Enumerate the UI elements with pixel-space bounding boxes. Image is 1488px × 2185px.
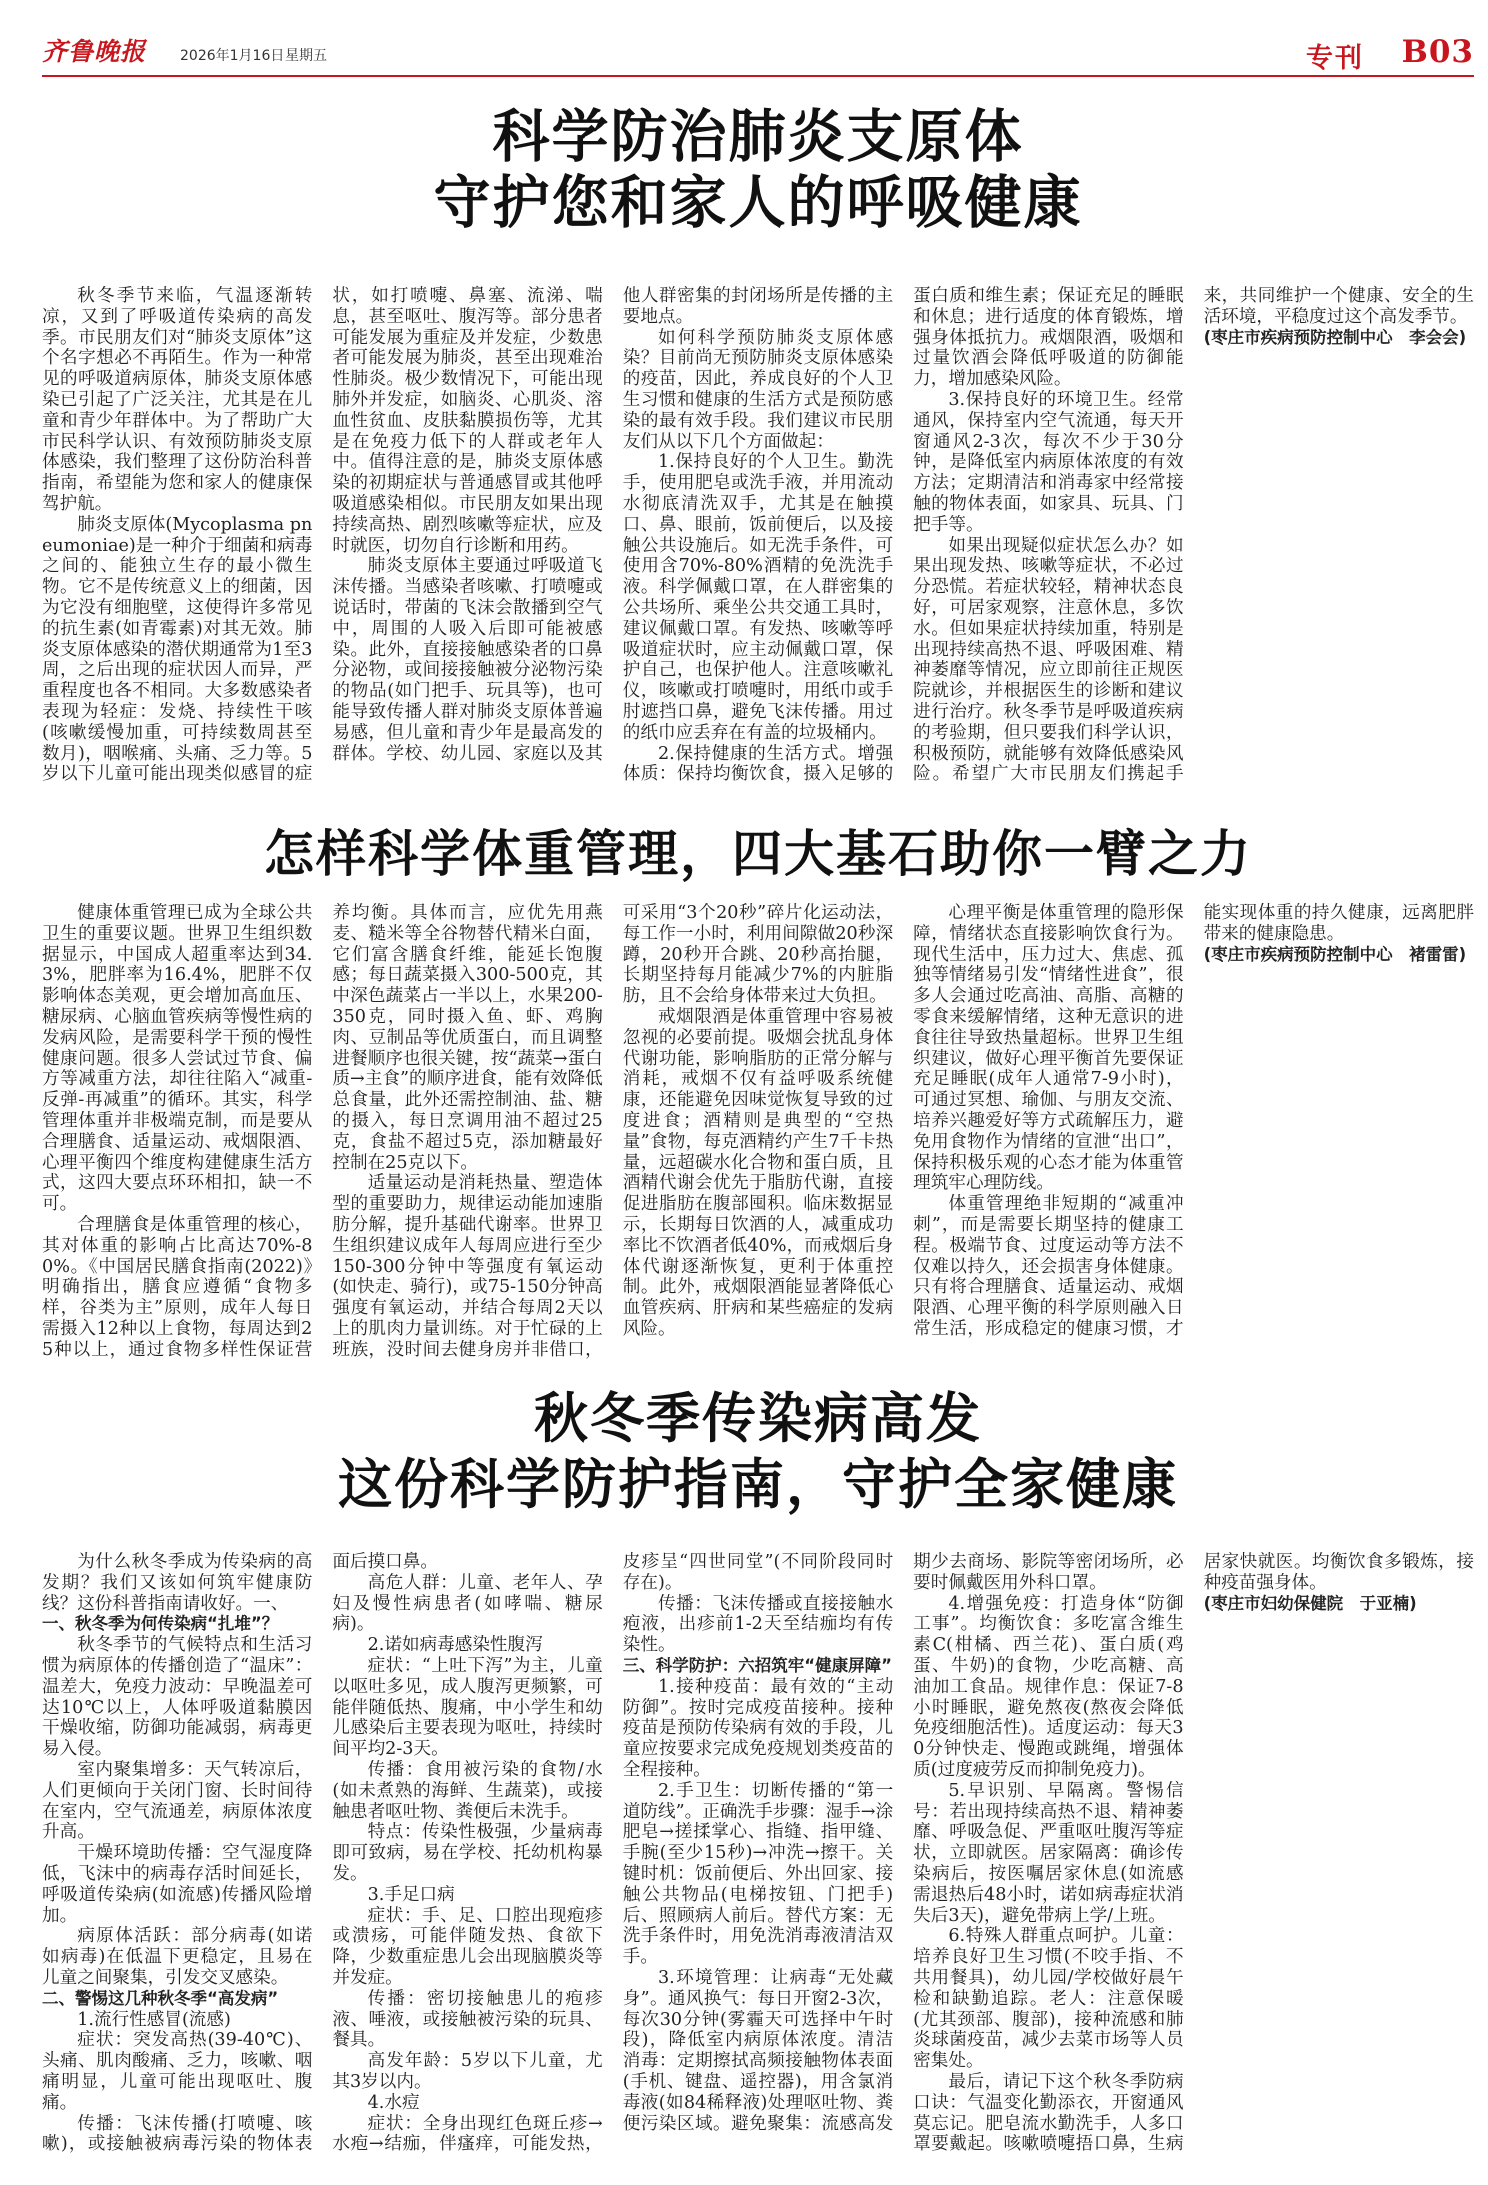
article1-paragraph: 3.保持良好的环境卫生。经常通风，保持室内空气流通，每天开窗通风2-3次，每次不少于30分钟，是降低室内病原体浓度的有效方法；定期清洁和消毒家中经常接触的物体表面，如家具、玩具、门把手等。 [913, 389, 1184, 535]
article1-body [42, 286, 1474, 792]
article2-paragraph: 戒烟限酒是体重管理中容易被忽视的必要前提。吸烟会扰乱身体代谢功能，影响脂肪的正常分解与消耗，戒烟不仅有益呼吸系统健康，还能避免因味觉恢复导致的过度进食；酒精则是典型的“空热量”食物，每克酒精约产生7千卡热量，远超碳水化合物和蛋白质，且酒精代谢会优先于脂肪代谢，直接促进脂肪在腹部囤积。临床数据显示，长期每日饮酒的人，减重成功率比不饮酒者低40%，而戒烟后身体代谢逐渐恢复，更利于体重控制。此外，戒烟限酒能显著降低心血管疾病、肝病和某些癌症的发病风险。 [622, 1006, 894, 1339]
article3-paragraph: 为什么秋冬季成为传染病的高发期？我们又该如何筑牢健康防线？这份科普指南请收好。一、 [42, 1552, 313, 1614]
article3-paragraph: 1.接种疫苗：最有效的“主动防御”。按时完成疫苗接种。接种疫苗是预防传染病有效的手段，儿童应按要求完成免疫规划类疫苗的全程接种。 [622, 1676, 894, 1780]
article3-author-credit: (枣庄市妇幼保健院 于亚楠) [1203, 1593, 1417, 1613]
section-label: 专刊 [1306, 43, 1364, 74]
page-number: B03 [1401, 34, 1474, 70]
article1-paragraph: 1.保持良好的个人卫生。勤洗手，使用肥皂或洗手液，并用流动水彻底清洗双手，尤其是在触摸口、鼻、眼前，饭前便后，以及接触公共设施后。如无洗手条件，可使用含70%-80%酒精的免洗洗手液。科学佩戴口罩，在人群密集的公共场所、乘坐公共交通工具时，建议佩戴口罩。有发热、咳嗽等呼吸道症状时，应主动佩戴口罩，保护自己，也保护他人。注意咳嗽礼仪，咳嗽或打喷嚏时，用纸巾或手肘遮挡口鼻，避免飞沫传播。用过的纸巾应丢弃在有盖的垃圾桶内。 [622, 452, 894, 743]
article3-paragraph: 6.特殊人群重点呵护。儿童：培养良好卫生习惯(不咬手指、不共用餐具)，幼儿园/学校做好晨午检和缺勤追踪。老人：注意保暖(尤其颈部、腹部)，接种流感和肺炎球菌疫苗，减少去菜市场等人员密集处。 [913, 1926, 1184, 2072]
article3-paragraph: 5.早识别、早隔离。警惕信号：若出现持续高热不退、精神萎靡、呼吸急促、严重呕吐腹泻等症状，立即就医。居家隔离：确诊传染病后，按医嘱居家休息(如流感需退热后48小时，诺如病毒症状消失后3天)，避免带病上学/上班。 [913, 1780, 1184, 1926]
article3-title-line2: 这份科学防护指南，守护全家健康 [338, 1452, 1178, 1516]
article3-paragraph: 1.流行性感冒(流感) [77, 2009, 231, 2030]
article3-paragraph: 3.环境管理：让病毒“无处藏身”。通风换气：每日开窗2-3次，每次30分钟(雾霾天可选择中午时段)，降低室内病原体浓度。清洁消毒：定期擦拭高频接触物体表面(手机、键盘、遥控器)，用含氯消毒液(如84稀释液)处理呕吐物、粪便污染区域。避免聚集：流感高发期少去商场、影院等密闭场所，必要时佩戴医用外科口罩。 [622, 1552, 1184, 2134]
header-rule [42, 75, 1474, 77]
issue-weekday: 星期五 [285, 48, 327, 64]
article3-paragraph: 室内聚集增多：天气转凉后，人们更倾向于关闭门窗、长时间待在室内，空气流通差，病原体浓度升高。 [42, 1759, 313, 1843]
article2-paragraph: 心理平衡是体重管理的隐形保障，情绪状态直接影响饮食行为。现代生活中，压力过大、焦虑、孤独等情绪易引发“情绪性进食”，很多人会通过吃高油、高脂、高糖的零食来缓解情绪，这种无意识的进食往往导致热量超标。世界卫生组织建议，做好心理平衡首先要保证充足睡眠(成年人通常7-9小时)，可通过冥想、瑜伽、与朋友交流、培养兴趣爱好等方式疏解压力，避免用食物作为情绪的宣泄“出口”，保持积极乐观的心态才能为体重管理筑牢心理防线。 [913, 903, 1184, 1194]
article3-paragraph: 4.水痘 [367, 2092, 420, 2113]
article3-subheading: 一、秋冬季为何传染病“扎堆”？ [42, 1614, 279, 1634]
article3-paragraph: 症状：“上吐下泻”为主，儿童以呕吐多见，成人腹泻更频繁，可能伴随低热、腹痛，中小学生和幼儿感染后主要表现为呕吐，持续时间平均2-3天。 [332, 1655, 603, 1760]
article3-paragraph: 传播：飞沫传播或直接接触水疱液，出疹前1-2天至结痂均有传染性。 [622, 1593, 894, 1656]
article2-author-credit: (枣庄市疾病预防控制中心 褚雷雷) [1203, 944, 1467, 964]
article3-title-line1: 秋冬季传染病高发 [534, 1386, 982, 1450]
article1-title-line2: 守护您和家人的呼吸健康 [433, 169, 1083, 236]
article3-subheading: 三、科学防护：六招筑牢“健康屏障” [622, 1655, 892, 1675]
article2-paragraph: 合理膳食是体重管理的核心，其对体重的影响占比高达70%-80%。《中国居民膳食指南(2022)》明确指出，膳食应遵循“食物多样，谷类为主”原则，成年人每日需摄入12种以上食物，每周达到25种以上，通过食物多样性保证营养均衡。具体而言，应优先用燕麦、糙米等全谷物替代精米白面，它们富含膳食纤维，能延长饱腹感；每日蔬菜摄入300-500克，其中深色蔬菜占一半以上，水果200-350克，同时摄入鱼、虾、鸡胸肉、豆制品等优质蛋白，而且调整进餐顺序也很关键，按“蔬菜→蛋白质→主食”的顺序进食，能有效降低总食量，此外还需控制油、盐、糖的摄入，每日烹调用油不超过25克，食盐不超过5克，添加糖最好控制在25克以下。 [42, 903, 603, 1360]
article1-paragraph: 如何科学预防肺炎支原体感染？目前尚无预防肺炎支原体感染的疫苗，因此，养成良好的个人卫生习惯和健康的生活方式是预防感染的最有效手段。我们建议市民朋友们从以下几个方面做起： [622, 327, 894, 452]
article3-paragraph: 特点：传染性极强，少量病毒即可致病，易在学校、托幼机构暴发。 [332, 1822, 603, 1884]
article3-paragraph: 最后，请记下这个秋冬季防病口诀：气温变化勤添衣，开窗通风莫忘记。肥皂流水勤洗手，人多口罩要戴起。咳嗽喷嚏捂口鼻，生病居家快就医。均衡饮食多锻炼，接种疫苗强身体。 [913, 1552, 1474, 2155]
article3-paragraph: 传播：食用被污染的食物/水(如未煮熟的海鲜、生蔬菜)，或接触患者呕吐物、粪便后未洗手。 [332, 1759, 603, 1822]
issue-date: 2026年1月16日 [180, 48, 285, 64]
article3-subheading: 二、警惕这几种秋冬季“高发病” [42, 1988, 279, 2008]
article3-paragraph: 症状：手、足、口腔出现疱疹或溃疡，可能伴随发热、食欲下降，少数重症患儿会出现脑膜炎等并发症。 [332, 1905, 603, 1988]
article1-paragraph: 2.保持健康的生活方式。增强体质：保持均衡饮食，摄入足够的蛋白质和维生素；保证充足的睡眠和休息；进行适度的体育锻炼，增强身体抵抗力。戒烟限酒，吸烟和过量饮酒会降低呼吸道的防御能力，增加感染风险。 [622, 286, 1184, 785]
article2-paragraph: 体重管理绝非短期的“减重冲刺”，而是需要长期坚持的健康工程。极端节食、过度运动等方法不仅难以持久，还会损害身体健康。只有将合理膳食、适量运动、戒烟限酒、心理平衡的科学原则融入日常生活，形成稳定的健康习惯，才能实现体重的持久健康，远离肥胖带来的健康隐患。 [913, 903, 1474, 1339]
article3-paragraph: 2.诺如病毒感染性腹泻 [367, 1635, 543, 1656]
article3-paragraph: 高发年龄：5岁以下儿童，尤其3岁以内。 [332, 2051, 603, 2092]
article3-paragraph: 症状：突发高热(39-40℃)、头痛、肌肉酸痛、乏力，咳嗽、咽痛明显，儿童可能出现呕吐、腹痛。 [42, 2030, 313, 2113]
article3-paragraph: 秋冬季节的气候特点和生活习惯为病原体的传播创造了“温床”：温差大，免疫力波动：早晚温差可达10℃以上，人体呼吸道黏膜因干燥收缩，防御功能减弱，病毒更易入侵。 [42, 1635, 313, 1760]
article3-headline [42, 1385, 1474, 1517]
article1-paragraph: 如果出现疑似症状怎么办？如果出现发热、咳嗽等症状，不必过分恐慌。若症状较轻，精神状态良好，可居家观察，注意休息，多饮水。但如果症状持续加重，特别是出现持续高热不退、呼吸困难、精神萎靡等情况，应立即前往正规医院就诊，并根据医生的诊断和建议进行治疗。秋冬季节是呼吸道疾病的考验期，但只要我们科学认识，积极预防，就能够有效降低感染风险。希望广大市民朋友们携起手来，共同维护一个健康、安全的生活环境，平稳度过这个高发季节。 [913, 286, 1474, 785]
article3-paragraph: 2.手卫生：切断传播的“第一道防线”。正确洗手步骤：湿手→涂肥皂→搓揉掌心、指缝、指甲缝、手腕(至少15秒)→冲洗→擦干。关键时机：饭前便后、外出回家、接触公共物品(电梯按钮、门把手)后、照顾病人前后。替代方案：无洗手条件时，用免洗消毒液清洁双手。 [622, 1780, 894, 1968]
newspaper-masthead: 齐鲁晚报 [42, 37, 147, 66]
article2-paragraph: 适量运动是消耗热量、塑造体型的重要助力，规律运动能加速脂肪分解，提升基础代谢率。世界卫生组织建议成年人每周应进行至少150-300分钟中等强度有氧运动(如快走、骑行)，或75-150分钟高强度有氧运动，并结合每周2天以上的肌肉力量训练。对于忙碌的上班族，没时间去健身房并非借口，可采用“3个20秒”碎片化运动法，每工作一小时，利用间隙做20秒深蹲，20秒开合跳、20秒高抬腿，长期坚持每月能减少7%的内脏脂肪，且不会给身体带来过大负担。 [332, 903, 894, 1360]
article1-paragraph: 秋冬季节来临，气温逐渐转凉，又到了呼吸道传染病的高发季。市民朋友们对“肺炎支原体”这个名字想必不再陌生。作为一种常见的呼吸道病原体，肺炎支原体感染已引起了广泛关注，尤其是在儿童和青少年群体中。为了帮助广大市民科学认识、有效预防肺炎支原体感染，我们整理了这份防治科普指南，希望能为您和家人的健康保驾护航。 [42, 286, 313, 514]
article3-paragraph: 传播：密切接触患儿的疱疹液、唾液，或接触被污染的玩具、餐具。 [332, 1988, 603, 2051]
page-header [42, 32, 1474, 72]
article3-body [42, 1552, 1474, 2168]
article2-body [42, 903, 1474, 1373]
article3-paragraph: 3.手足口病 [367, 1884, 455, 1905]
article3-paragraph: 传播：飞沫传播(打喷嚏、咳嗽)，或接触被病毒污染的物体表面后摸口鼻。 [42, 1552, 438, 2155]
article2-headline: 怎样科学体重管理，四大基石助你一臂之力 [264, 824, 1252, 883]
article1-author-credit: (枣庄市疾病预防控制中心 李会会) [1203, 327, 1467, 347]
article3-paragraph: 症状：全身出现红色斑丘疹→水疱→结痂，伴瘙痒，可能发热，皮疹呈“四世同堂”(不同阶段同时存在)。 [332, 1552, 894, 2155]
article2-paragraph: 健康体重管理已成为全球公共卫生的重要议题。世界卫生组织数据显示，中国成人超重率达到34.3%，肥胖率为16.4%，肥胖不仅影响体态美观，更会增加高血压、糖尿病、心脑血管疾病等慢性病的发病风险，是需要科学干预的慢性健康问题。很多人尝试过节食、偏方等减重方法，却往往陷入“减重-反弹-再减重”的循环。其实，科学管理体重并非极端克制，而是要从合理膳食、适量运动、戒烟限酒、心理平衡四个维度构建健康生活方式，这四大要点环环相扣，缺一不可。 [42, 903, 313, 1215]
article3-paragraph: 病原体活跃：部分病毒(如诺如病毒)在低温下更稳定，且易在儿童之间聚集，引发交叉感染。 [42, 1926, 313, 1988]
article1-headline [42, 104, 1474, 236]
article3-paragraph: 干燥环境助传播：空气湿度降低，飞沫中的病毒存活时间延长，呼吸道传染病(如流感)传播风险增加。 [42, 1843, 313, 1926]
article1-title-line1: 科学防治肺炎支原体 [492, 103, 1024, 170]
article3-paragraph: 高危人群：儿童、老年人、孕妇及慢性病患者(如哮喘、糖尿病)。 [332, 1572, 603, 1635]
article3-paragraph: 4.增强免疫：打造身体“防御工事”。均衡饮食：多吃富含维生素C(柑橘、西兰花)、蛋白质(鸡蛋、牛奶)的食物，少吃高糖、高油加工食品。规律作息：保证7-8小时睡眠，避免熬夜(熬夜会降低免疫细胞活性)。适度运动：每天30分钟快走、慢跑或跳绳，增强体质(过度疲劳反而抑制免疫力)。 [913, 1593, 1184, 1780]
article1-paragraph: 肺炎支原体主要通过呼吸道飞沫传播。当感染者咳嗽、打喷嚏或说话时，带菌的飞沫会散播到空气中，周围的人吸入后即可能被感染。此外，直接接触感染者的口鼻分泌物，或间接接触被分泌物污染的物品(如门把手、玩具等)，也可能导致传播人群对肺炎支原体普遍易感，但儿童和青少年是最高发的群体。学校、幼儿园、家庭以及其他人群密集的封闭场所是传播的主要地点。 [332, 286, 894, 764]
article1-paragraph: 肺炎支原体(Mycoplasma pneumoniae)是一种介于细菌和病毒之间的、能独立生存的最小微生物。它不是传统意义上的细菌，因为它没有细胞壁，这使得许多常见的抗生素(如青霉素)对其无效。肺炎支原体感染的潜伏期通常为1至3周，之后出现的症状因人而异，严重程度也各不相同。大多数感染者表现为轻症：发烧、持续性干咳(咳嗽缓慢加重，可持续数周甚至数月)，咽喉痛、头痛、乏力等。5岁以下儿童可能出现类似感冒的症状，如打喷嚏、鼻塞、流涕、喘息，甚至呕吐、腹泻等。部分患者可能发展为重症及并发症，少数患者可能发展为肺炎，甚至出现难治性肺炎。极少数情况下，可能出现肺外并发症，如脑炎、心肌炎、溶血性贫血、皮肤黏膜损伤等，尤其是在免疫力低下的人群或老年人中。值得注意的是，肺炎支原体感染的初期症状与普通感冒或其他呼吸道感染相似。市民朋友如果出现持续高热、剧烈咳嗽等症状，应及时就医，切勿自行诊断和用药。 [42, 286, 603, 785]
